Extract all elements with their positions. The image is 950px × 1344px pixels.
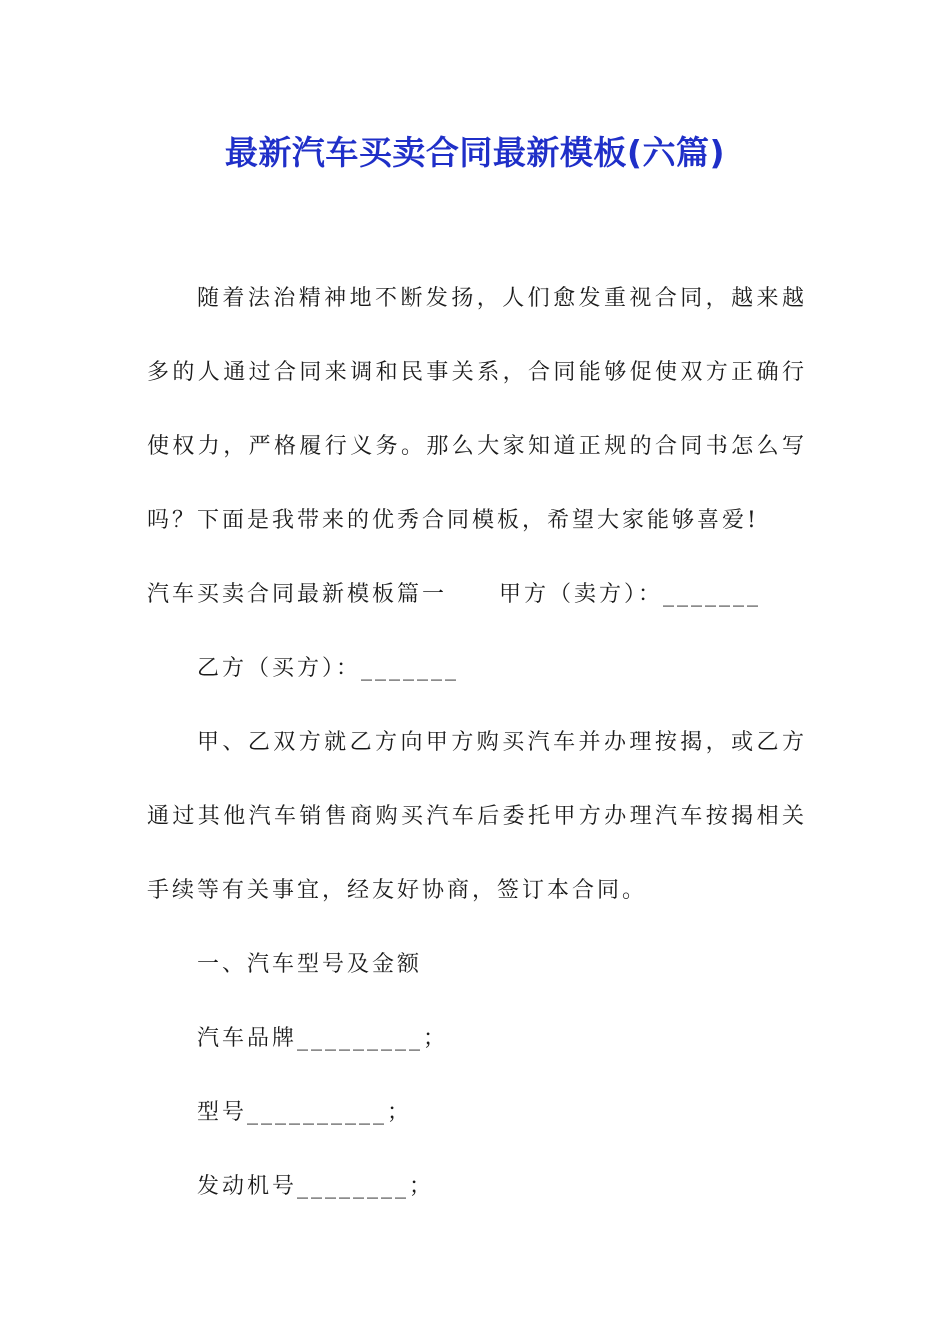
section-heading: 汽车买卖合同最新模板篇一 [147,582,448,607]
party-b-field: 乙方（买方）：_______ [197,656,460,681]
brand-field: 汽车品牌_________； [197,1026,449,1051]
party-a-field: 甲方（卖方）：_______ [499,582,762,607]
clause-1-heading: 一、汽车型号及金额 [197,952,423,977]
document-title: 最新汽车买卖合同最新模板(六篇) [224,133,726,172]
document-body [147,262,807,1224]
section-line [147,558,807,632]
intro-paragraph: 随着法治精神地不断发扬，人们愈发重视合同，越来越多的人通过合同来调和民事关系，合同能够促使双方正确行使权力，严格履行义务。那么大家知道正规的合同书怎么写吗？下面是我带来的优秀合同模板，希望大家能够喜爱! [147,286,807,533]
model-field: 型号__________； [197,1100,413,1125]
engine-number-field: 发动机号________； [197,1174,435,1199]
preamble-paragraph: 甲、乙双方就乙方向甲方购买汽车并办理按揭，或乙方通过其他汽车销售商购买汽车后委托甲方办理汽车按揭相关手续等有关事宜，经友好协商，签订本合同。 [147,730,807,903]
